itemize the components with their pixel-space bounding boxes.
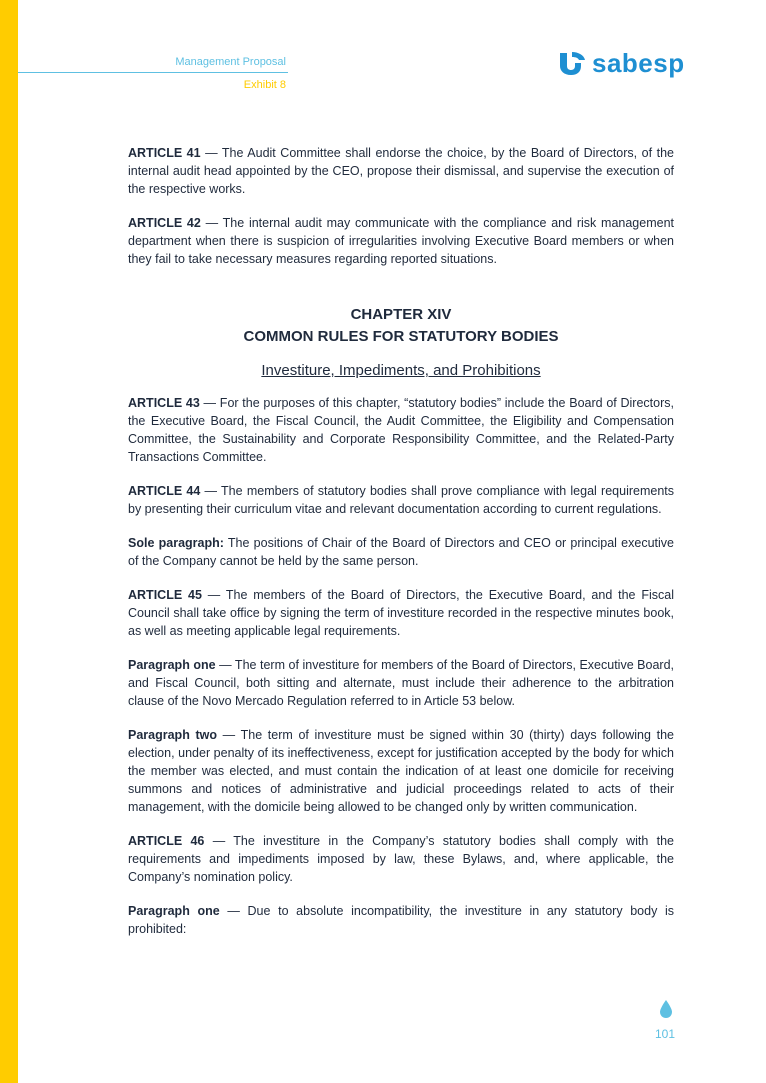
brand-name: sabesp [592,48,685,78]
chapter-number: CHAPTER XIV [350,306,452,323]
article-42: ARTICLE 42 — The internal audit may communicate with the compliance and risk management department when there is suspicion of irregularities involving Executive Board members or when they fail to take necessary measures regarding reported situations. [128,216,674,266]
article-45-paragraph-two: Paragraph two — The term of investiture must be signed within 30 (thirty) days following the election, under penalty of its ineffectiveness, except for justification accepted by the body for which the member was elected, and must contain the indication of at least one domicile for receiving summons and notices of administrative and judicial proceedings related to acts of their management, with the domicile being allowed to be changed only by written communication. [128,728,674,814]
article-44: ARTICLE 44 — The members of statutory bodies shall prove compliance with legal requirements by presenting their curriculum vitae and relevant documentation according to current regulations. [128,484,674,516]
article-41: ARTICLE 41 — The Audit Committee shall endorse the choice, by the Board of Directors, of the internal audit head appointed by the CEO, propose their dismissal, and supervise the execution of the respective works. [128,146,674,196]
document-title: Management Proposal [175,56,286,68]
article-46-paragraph-one: Paragraph one — Due to absolute incompatibility, the investiture in any statutory body is prohibited: [128,904,675,936]
sabesp-logo [558,50,685,76]
sole-paragraph: Sole paragraph: The positions of Chair of the Board of Directors and CEO or principal executive of the Company cannot be held by the same person. [128,536,674,568]
article-43: ARTICLE 43 — For the purposes of this chapter, “statutory bodies” include the Board of Directors, the Executive Board, the Fiscal Council, the Audit Committee, the Eligibility and Compensation Committee, the Sustainability and Corporate Responsibility Committee, and the Related-Party Transactions Committee. [128,396,674,464]
document-subtitle: Exhibit 8 [243,79,286,91]
page-number: 101 [655,1027,676,1041]
document-body [128,144,674,954]
article-45: ARTICLE 45 — The members of the Board of Directors, the Executive Board, and the Fiscal Council shall take office by signing the term of investiture recorded in the respective minutes book, as well as meeting applicable legal requirements. [128,588,674,638]
chapter-title: COMMON RULES FOR STATUTORY BODIES [243,328,559,345]
sabesp-logo-icon [558,50,588,76]
article-46: ARTICLE 46 — The investiture in the Company’s statutory bodies shall comply with the requirements and impediments imposed by law, these Bylaws, and, where applicable, the Company’s nomination policy. [128,834,674,884]
side-accent-bar [0,0,18,1083]
section-title: Investiture, Impediments, and Prohibitions [261,362,541,379]
article-45-paragraph-one: Paragraph one — The term of investiture for members of the Board of Directors, Executive Board, and Fiscal Council, both sitting and alternate, must include their adherence to the arbitration clause of the Novo Mercado Regulation referred to in Article 53 below. [128,658,675,708]
water-drop-icon [660,1000,672,1018]
chapter-heading [128,304,674,348]
header-divider [18,72,288,73]
